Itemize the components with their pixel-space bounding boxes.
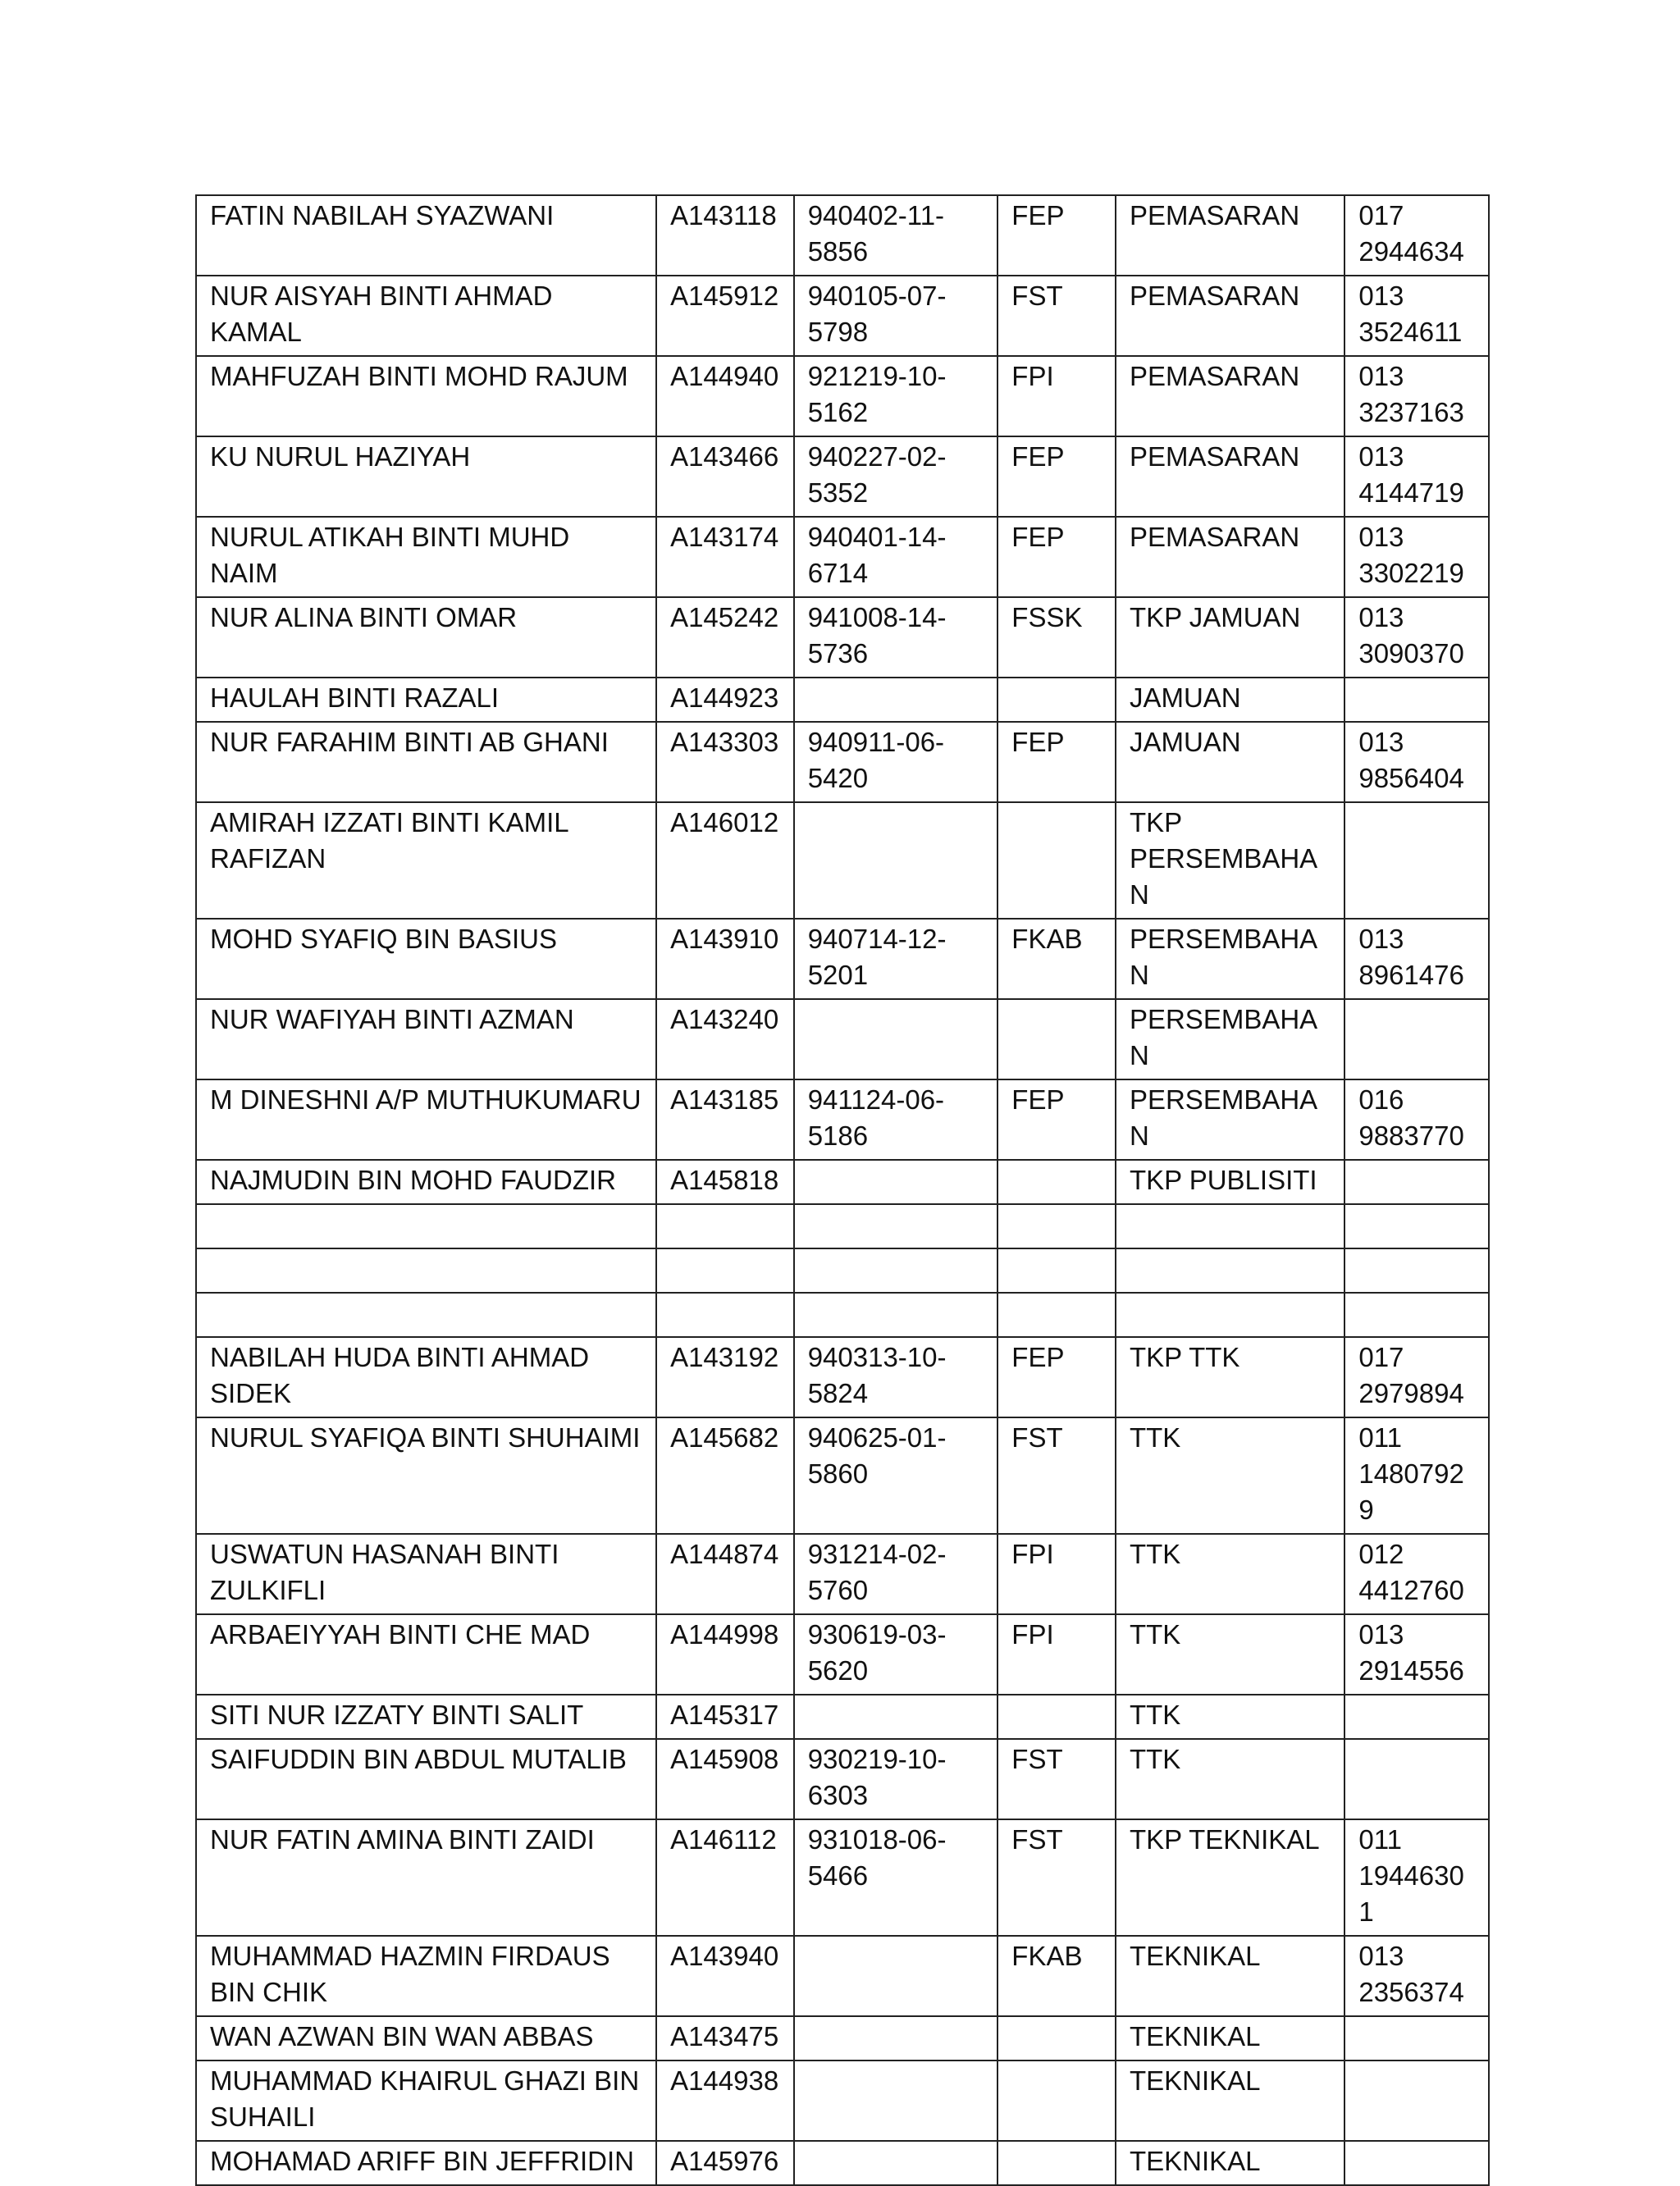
member-id-cell: A145976 (656, 2141, 794, 2185)
faculty-cell: FSSK (998, 597, 1116, 678)
unit-cell: PEMASARAN (1116, 276, 1344, 356)
faculty-cell: FST (998, 1739, 1116, 1819)
member-id-cell (656, 1293, 794, 1337)
unit-cell: TTK (1116, 1614, 1344, 1695)
member-name-cell: HAULAH BINTI RAZALI (196, 678, 656, 722)
member-name-cell (196, 1248, 656, 1293)
unit-cell: TTK (1116, 1534, 1344, 1614)
member-name-cell (196, 1293, 656, 1337)
table-row (196, 1614, 1489, 1695)
phone-cell (1344, 1160, 1489, 1204)
phone-cell (1344, 1739, 1489, 1819)
faculty-cell: FKAB (998, 1936, 1116, 2016)
faculty-cell: FST (998, 1819, 1116, 1936)
phone-cell: 013 4144719 (1344, 436, 1489, 517)
table-row (196, 1936, 1489, 2016)
unit-cell: TEKNIKAL (1116, 1936, 1344, 2016)
member-id-cell: A144923 (656, 678, 794, 722)
member-name-cell: NUR FATIN AMINA BINTI ZAIDI (196, 1819, 656, 1936)
phone-cell: 013 3524611 (1344, 276, 1489, 356)
ic-number-cell: 930219-10-6303 (794, 1739, 998, 1819)
table-row (196, 919, 1489, 999)
member-id-cell: A144874 (656, 1534, 794, 1614)
ic-number-cell: 940625-01-5860 (794, 1417, 998, 1534)
table-row (196, 1204, 1489, 1248)
faculty-cell: FEP (998, 195, 1116, 276)
table-row (196, 2016, 1489, 2060)
faculty-cell: FPI (998, 356, 1116, 436)
faculty-cell: FEP (998, 436, 1116, 517)
member-name-cell: NUR ALINA BINTI OMAR (196, 597, 656, 678)
phone-cell: 017 2944634 (1344, 195, 1489, 276)
faculty-cell: FST (998, 1417, 1116, 1534)
unit-cell: PEMASARAN (1116, 195, 1344, 276)
member-id-cell: A143466 (656, 436, 794, 517)
member-name-cell: SAIFUDDIN BIN ABDUL MUTALIB (196, 1739, 656, 1819)
unit-cell (1116, 1293, 1344, 1337)
member-id-cell: A143475 (656, 2016, 794, 2060)
member-id-cell: A145682 (656, 1417, 794, 1534)
member-id-cell: A143185 (656, 1079, 794, 1160)
faculty-cell: FKAB (998, 919, 1116, 999)
faculty-cell (998, 1248, 1116, 1293)
faculty-cell (998, 1204, 1116, 1248)
member-name-cell: MOHD SYAFIQ BIN BASIUS (196, 919, 656, 999)
member-name-cell: NURUL SYAFIQA BINTI SHUHAIMI (196, 1417, 656, 1534)
phone-cell (1344, 999, 1489, 1079)
member-id-cell: A143118 (656, 195, 794, 276)
unit-cell: TTK (1116, 1739, 1344, 1819)
faculty-cell (998, 2060, 1116, 2141)
table-row (196, 802, 1489, 919)
table-row (196, 1695, 1489, 1739)
unit-cell: PEMASARAN (1116, 356, 1344, 436)
member-name-cell: KU NURUL HAZIYAH (196, 436, 656, 517)
phone-cell (1344, 678, 1489, 722)
phone-cell: 013 3237163 (1344, 356, 1489, 436)
member-id-cell: A144998 (656, 1614, 794, 1695)
table-row (196, 1248, 1489, 1293)
ic-number-cell (794, 999, 998, 1079)
member-id-cell: A145912 (656, 276, 794, 356)
member-name-cell: NAJMUDIN BIN MOHD FAUDZIR (196, 1160, 656, 1204)
faculty-cell: FPI (998, 1534, 1116, 1614)
table-row (196, 1534, 1489, 1614)
ic-number-cell: 941124-06-5186 (794, 1079, 998, 1160)
ic-number-cell (794, 2016, 998, 2060)
faculty-cell: FST (998, 276, 1116, 356)
unit-cell: PEMASARAN (1116, 517, 1344, 597)
member-name-cell: M DINESHNI A/P MUTHUKUMARU (196, 1079, 656, 1160)
faculty-cell: FPI (998, 1614, 1116, 1695)
unit-cell: TEKNIKAL (1116, 2016, 1344, 2060)
table-row (196, 722, 1489, 802)
member-table (195, 194, 1490, 2186)
member-id-cell: A143174 (656, 517, 794, 597)
member-name-cell: FATIN NABILAH SYAZWANI (196, 195, 656, 276)
phone-cell (1344, 802, 1489, 919)
table-row (196, 2060, 1489, 2141)
table-row (196, 1819, 1489, 1936)
ic-number-cell: 940714-12-5201 (794, 919, 998, 999)
member-name-cell: USWATUN HASANAH BINTI ZULKIFLI (196, 1534, 656, 1614)
table-row (196, 678, 1489, 722)
member-name-cell: NUR WAFIYAH BINTI AZMAN (196, 999, 656, 1079)
member-name-cell: NABILAH HUDA BINTI AHMAD SIDEK (196, 1337, 656, 1417)
member-table-body (196, 195, 1489, 2185)
phone-cell: 011 19446301 (1344, 1819, 1489, 1936)
ic-number-cell (794, 1160, 998, 1204)
table-row (196, 1417, 1489, 1534)
unit-cell: TKP JAMUAN (1116, 597, 1344, 678)
member-name-cell: ARBAEIYYAH BINTI CHE MAD (196, 1614, 656, 1695)
member-name-cell: MUHAMMAD HAZMIN FIRDAUS BIN CHIK (196, 1936, 656, 2016)
ic-number-cell (794, 1695, 998, 1739)
unit-cell: PERSEMBAHAN (1116, 1079, 1344, 1160)
faculty-cell (998, 802, 1116, 919)
unit-cell: TKP TTK (1116, 1337, 1344, 1417)
faculty-cell: FEP (998, 722, 1116, 802)
table-row (196, 597, 1489, 678)
ic-number-cell (794, 802, 998, 919)
unit-cell: TKP PUBLISITI (1116, 1160, 1344, 1204)
ic-number-cell: 931214-02-5760 (794, 1534, 998, 1614)
unit-cell: TEKNIKAL (1116, 2060, 1344, 2141)
phone-cell: 012 4412760 (1344, 1534, 1489, 1614)
phone-cell: 013 9856404 (1344, 722, 1489, 802)
ic-number-cell: 930619-03-5620 (794, 1614, 998, 1695)
ic-number-cell: 931018-06-5466 (794, 1819, 998, 1936)
unit-cell: PERSEMBAHAN (1116, 999, 1344, 1079)
phone-cell (1344, 1695, 1489, 1739)
faculty-cell (998, 1293, 1116, 1337)
faculty-cell: FEP (998, 1079, 1116, 1160)
member-id-cell: A144938 (656, 2060, 794, 2141)
unit-cell: TTK (1116, 1695, 1344, 1739)
table-row (196, 517, 1489, 597)
ic-number-cell: 940105-07-5798 (794, 276, 998, 356)
member-id-cell (656, 1204, 794, 1248)
faculty-cell (998, 2016, 1116, 2060)
member-id-cell: A145317 (656, 1695, 794, 1739)
member-id-cell: A146112 (656, 1819, 794, 1936)
ic-number-cell: 940227-02-5352 (794, 436, 998, 517)
phone-cell (1344, 1293, 1489, 1337)
phone-cell: 013 2914556 (1344, 1614, 1489, 1695)
member-id-cell: A143910 (656, 919, 794, 999)
ic-number-cell (794, 1248, 998, 1293)
table-row (196, 1337, 1489, 1417)
member-name-cell: NUR AISYAH BINTI AHMAD KAMAL (196, 276, 656, 356)
member-name-cell: NUR FARAHIM BINTI AB GHANI (196, 722, 656, 802)
ic-number-cell: 921219-10-5162 (794, 356, 998, 436)
phone-cell: 013 3302219 (1344, 517, 1489, 597)
phone-cell: 013 8961476 (1344, 919, 1489, 999)
ic-number-cell: 940402-11-5856 (794, 195, 998, 276)
table-row (196, 276, 1489, 356)
member-name-cell (196, 1204, 656, 1248)
unit-cell: TKP TEKNIKAL (1116, 1819, 1344, 1936)
ic-number-cell: 940313-10-5824 (794, 1337, 998, 1417)
faculty-cell (998, 678, 1116, 722)
unit-cell: TKP PERSEMBAHAN (1116, 802, 1344, 919)
member-name-cell: MUHAMMAD KHAIRUL GHAZI BIN SUHAILI (196, 2060, 656, 2141)
member-name-cell: NURUL ATIKAH BINTI MUHD NAIM (196, 517, 656, 597)
phone-cell (1344, 1248, 1489, 1293)
phone-cell: 011 14807929 (1344, 1417, 1489, 1534)
ic-number-cell (794, 1293, 998, 1337)
member-id-cell: A143940 (656, 1936, 794, 2016)
phone-cell: 013 3090370 (1344, 597, 1489, 678)
ic-number-cell (794, 1204, 998, 1248)
member-id-cell: A143303 (656, 722, 794, 802)
faculty-cell (998, 2141, 1116, 2185)
ic-number-cell: 940911-06-5420 (794, 722, 998, 802)
unit-cell: PERSEMBAHAN (1116, 919, 1344, 999)
unit-cell: TTK (1116, 1417, 1344, 1534)
unit-cell (1116, 1204, 1344, 1248)
member-id-cell: A145908 (656, 1739, 794, 1819)
member-id-cell: A143192 (656, 1337, 794, 1417)
faculty-cell: FEP (998, 517, 1116, 597)
member-id-cell (656, 1248, 794, 1293)
member-name-cell: AMIRAH IZZATI BINTI KAMIL RAFIZAN (196, 802, 656, 919)
member-id-cell: A146012 (656, 802, 794, 919)
phone-cell: 016 9883770 (1344, 1079, 1489, 1160)
ic-number-cell (794, 678, 998, 722)
table-row (196, 1160, 1489, 1204)
table-row (196, 195, 1489, 276)
table-row (196, 1079, 1489, 1160)
unit-cell: PEMASARAN (1116, 436, 1344, 517)
faculty-cell: FEP (998, 1337, 1116, 1417)
table-row (196, 1739, 1489, 1819)
table-row (196, 1293, 1489, 1337)
phone-cell: 013 2356374 (1344, 1936, 1489, 2016)
faculty-cell (998, 1695, 1116, 1739)
table-row (196, 436, 1489, 517)
phone-cell (1344, 2141, 1489, 2185)
member-id-cell: A143240 (656, 999, 794, 1079)
member-name-cell: SITI NUR IZZATY BINTI SALIT (196, 1695, 656, 1739)
phone-cell: 017 2979894 (1344, 1337, 1489, 1417)
unit-cell: JAMUAN (1116, 678, 1344, 722)
ic-number-cell (794, 2141, 998, 2185)
phone-cell (1344, 2016, 1489, 2060)
member-name-cell: MAHFUZAH BINTI MOHD RAJUM (196, 356, 656, 436)
phone-cell (1344, 2060, 1489, 2141)
unit-cell: JAMUAN (1116, 722, 1344, 802)
table-row (196, 999, 1489, 1079)
member-name-cell: WAN AZWAN BIN WAN ABBAS (196, 2016, 656, 2060)
ic-number-cell (794, 2060, 998, 2141)
phone-cell (1344, 1204, 1489, 1248)
member-id-cell: A145818 (656, 1160, 794, 1204)
member-name-cell: MOHAMAD ARIFF BIN JEFFRIDIN (196, 2141, 656, 2185)
ic-number-cell: 941008-14-5736 (794, 597, 998, 678)
member-id-cell: A144940 (656, 356, 794, 436)
ic-number-cell (794, 1936, 998, 2016)
faculty-cell (998, 1160, 1116, 1204)
table-row (196, 356, 1489, 436)
ic-number-cell: 940401-14-6714 (794, 517, 998, 597)
member-id-cell: A145242 (656, 597, 794, 678)
unit-cell (1116, 1248, 1344, 1293)
unit-cell: TEKNIKAL (1116, 2141, 1344, 2185)
faculty-cell (998, 999, 1116, 1079)
table-row (196, 2141, 1489, 2185)
